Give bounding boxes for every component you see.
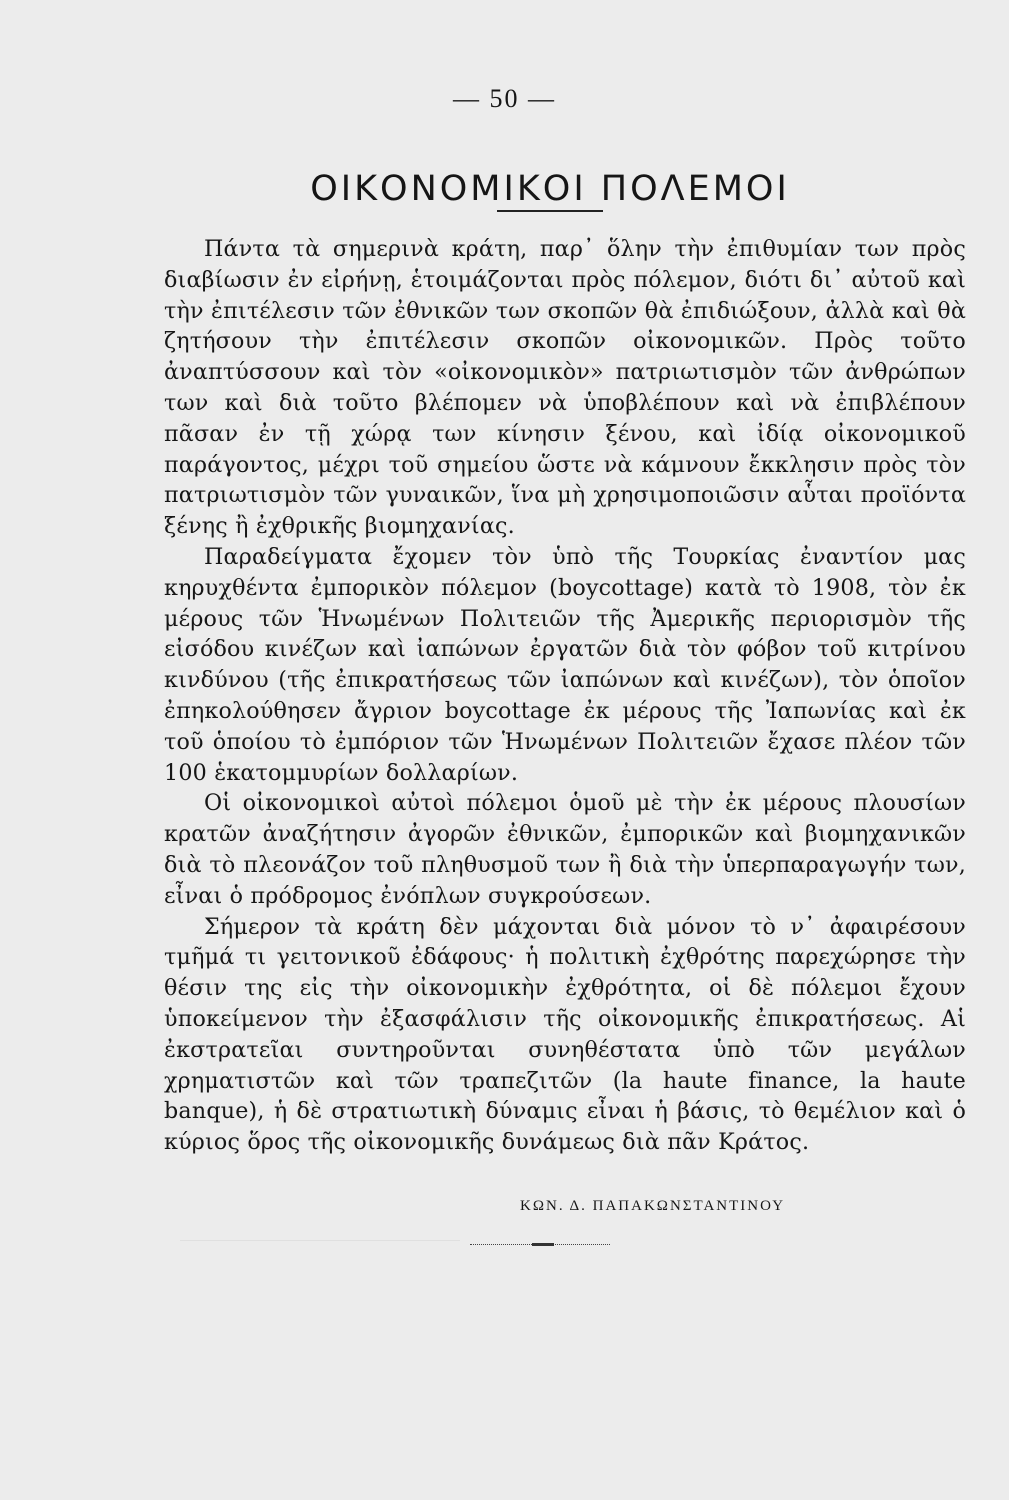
paragraph-2: Παραδείγματα ἔχομεν τὸν ὑπὸ τῆς Τουρκίας ἐναντίον μας κηρυχθέντα ἐμπορικὸν πόλεμον (boycottage) κατὰ τὸ 1908, τὸν ἐκ μέρους τῶν Ἡνωμένων Πολιτειῶν τῆς Ἀμερικῆς περιορισμὸν τῆς εἰσόδου κινέζων καὶ ἰαπώνων ἐργατῶν διὰ τὸν φόβον τοῦ κιτρίνου κινδύνου (τῆς ἐπικρατήσεως τῶν ἰαπώνων καὶ κινέζων), τὸν ὁποῖον ἐπηκολούθησεν ἄγριον boycottage ἐκ μέρους τῆς Ἰαπωνίας καὶ ἐκ τοῦ ὁποίου τὸ ἐμπόριον τῶν Ἡνωμένων Πολιτειῶν ἔχασε πλέον τῶν 100 ἑκατομμυρίων δολλαρίων. [164,543,966,786]
article-title: ΟΙΚΟΝΟΜΙΚΟΙ ΠΟΛΕΜΟΙ [310,169,790,210]
title-divider [497,210,603,212]
paragraph-3: Οἱ οἰκονομικοὶ αὐτοὶ πόλεμοι ὁμοῦ μὲ τὴν ἐκ μέρους πλουσίων κρατῶν ἀναζήτησιν ἀγορῶν ἐθνικῶν, ἐμπορικῶν καὶ βιομηχανικῶν διὰ τὸ πλεονάζον τοῦ πληθυσμοῦ των ἢ διὰ τὴν ὑπερπαραγωγήν των, εἶναι ὁ πρόδρομος ἐνόπλων συγκρούσεων. [164,790,966,909]
paragraph-4: Σήμερον τὰ κράτη δὲν μάχονται διὰ μόνον τὸ ν᾽ ἀφαιρέσουν τμῆμά τι γειτονικοῦ ἐδάφους· ἡ πολιτικὴ ἐχθρότης παρεχώρησε τὴν θέσιν της εἰς τὴν οἰκονομικὴν ἐχθρότητα, οἱ δὲ πόλεμοι ἔχουν ὑποκείμενον τὴν ἐξασφάλισιν τῆς οἰκονομικῆς ἐπικρατήσεως. Αἱ ἐκστρατεῖαι συντηροῦνται συνηθέστατα ὑπὸ τῶν μεγάλων χρηματιστῶν καὶ τῶν τραπεζιτῶν (la haute finance, la haute banque), ἡ δὲ στρατιωτικὴ δύναμις εἶναι ἡ βάσις, τὸ θεμέλιον καὶ ὁ κύριος ὅρος τῆς οἰκονομικῆς δυνάμεως διὰ πᾶν Κράτος. [164,913,966,1156]
faint-bleed-through [180,1240,460,1261]
paragraph-1: Πάντα τὰ σημερινὰ κράτη, παρ᾽ ὅλην τὴν ἐπιθυμίαν των πρὸς διαβίωσιν ἐν εἰρήνῃ, ἑτοιμάζονται πρὸς πόλεμον, διότι δι᾽ αὐτοῦ καὶ τὴν ἐπιτέλεσιν τῶν ἐθνικῶν των σκοπῶν θὰ ἐπιδιώξουν, ἀλλὰ καὶ θὰ ζητήσουν τὴν ἐπιτέλεσιν σκοπῶν οἰκονομικῶν. Πρὸς τοῦτο ἀναπτύσσουν καὶ τὸν «οἰκονομικὸν» πατριωτισμὸν τῶν ἀνθρώπων των καὶ διὰ τοῦτο βλέπομεν νὰ ὑποβλέπουν καὶ νὰ ἐπιβλέπουν πᾶσαν ἐν τῇ χώρᾳ των κίνησιν ξένου, καὶ ἰδίᾳ οἰκονομικοῦ παράγοντος, μέχρι τοῦ σημείου ὥστε νὰ κάμνουν ἔκκλησιν πρὸς τὸν πατριωτισμὸν τῶν γυναικῶν, ἵνα μὴ χρησιμοποιῶσιν αὗται προϊόντα ξένης ἢ ἐχθρικῆς βιομηχανίας. [164,236,966,540]
article-body [164,234,966,1158]
end-ornament [470,1244,610,1249]
page-number: — 50 — [453,84,556,113]
author-signature: ΚΩΝ. Δ. ΠΑΠΑΚΩΝΣΤΑΝΤΙΝΟΥ [520,1198,786,1214]
